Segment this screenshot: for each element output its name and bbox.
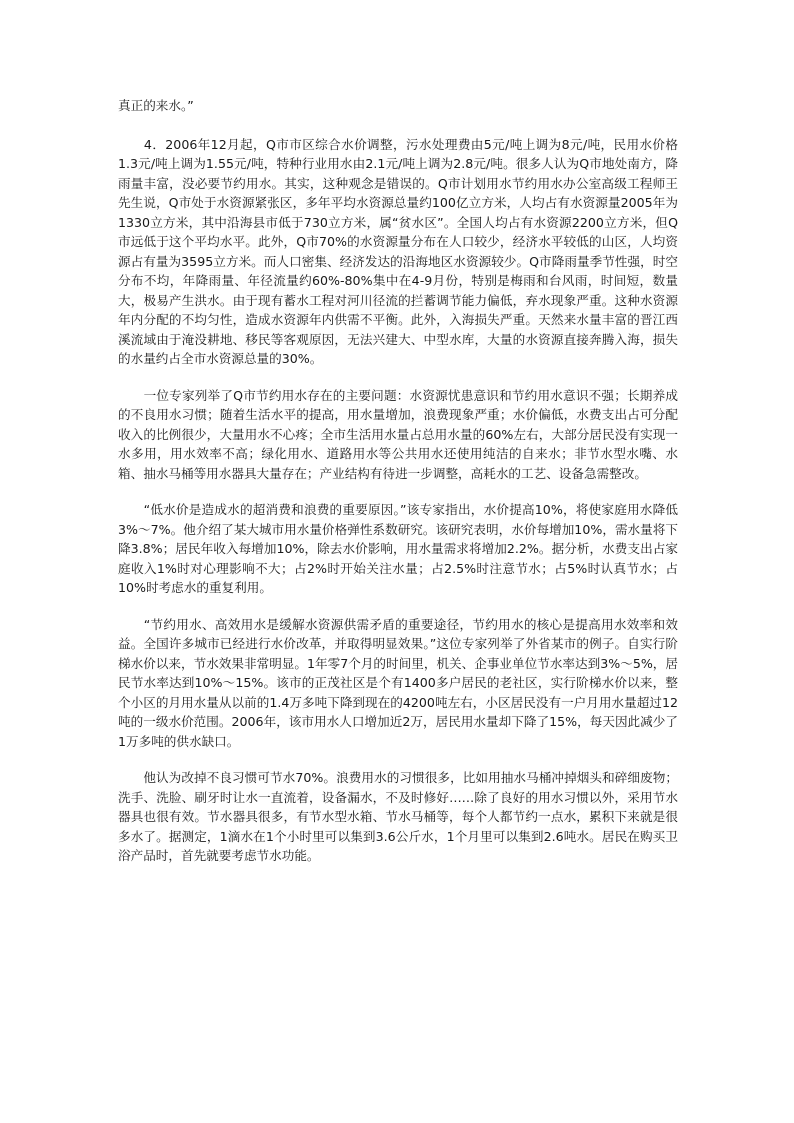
paragraph-continuation: 真正的来水。” (118, 98, 194, 113)
document-page (118, 96, 678, 883)
paragraph-water-price-adjustment: 4．2006年12月起，Q市市区综合水价调整，污水处理费由5元/吨上调为8元/吨，民用水价格1.3元/吨上调为1.55元/吨，特种行业用水由2.1元/吨上调为2.8元/吨。很多人认为Q市地处南方，降雨量丰富，没必要节约用水。其实，这种观念是错误的。Q市计划用水节约用水办公室高级工程师王先生说，Q市处于水资源紧张区，多年平均水资源总量约100亿立方米，人均占有水资源量2005年为1330立方米，其中沿海县市低于730立方米，属“贫水区”。全国人均占有水资源2200立方米，但Q市远低于这个平均水平。此外，Q市70%的水资源量分布在人口较少，经济水平较低的山区，人均资源占有量为3595立方米。而人口密集、经济发达的沿海地区水资源较少。Q市降雨量季节性强，时空分布不均，年降雨量、年径流量约60%-80%集中在4-9月份，特别是梅雨和台风雨，时间短，数量大，极易产生洪水。由于现有蓄水工程对河川径流的拦蓄调节能力偏低，弃水现象严重。这种水资源年内分配的不均匀性，造成水资源年内供需不平衡。此外，入海损失严重。天然来水量丰富的晋江西溪流域由于淹没耕地、移民等客观原因，无法兴建大、中型水库，大量的水资源直接奔腾入海，损失的水量约占全市水资源总量的30%。 (118, 136, 678, 366)
paragraph-tiered-pricing-example: “节约用水、高效用水是缓解水资源供需矛盾的重要途径，节约用水的核心是提高用水效率和效益。全国许多城市已经进行水价改革，并取得明显效果。”这位专家列举了外省某市的例子。自实行阶梯水价以来，节水效果非常明显。1年零7个月的时间里，机关、企事业单位节水率达到3%～5%，居民节水率达到10%～15%。该市的正茂社区是个有1400多户居民的老社区，实行阶梯水价以来，整个小区的月用水量从以前的1.4万多吨下降到现在的4200吨左右，小区居民没有一户月用水量超过12吨的一级水价范围。2006年，该市用水人口增加近2万，居民用水量却下降了15%，每天因此减少了1万多吨的供水缺口。 (118, 616, 678, 749)
paragraph-main-problems: 一位专家列举了Q市节约用水存在的主要问题：水资源忧患意识和节约用水意识不强；长期养成的不良用水习惯；随着生活水平的提高，用水量增加，浪费现象严重；水价偏低，水费支出占可分配收入的比例很少，大量用水不心疼；全市生活用水量占总用水量的60%左右，大部分居民没有实现一水多用，用水效率不高；绿化用水、道路用水等公共用水还使用纯洁的自来水；非节水型水嘴、水箱、抽水马桶等用水器具大量存在；产业结构有待进一步调整，高耗水的工艺、设备急需整改。 (118, 387, 678, 481)
paragraph-water-saving-habits: 他认为改掉不良习惯可节水70%。浪费用水的习惯很多，比如用抽水马桶冲掉烟头和碎细废物；洗手、洗脸、刷牙时让水一直流着，设备漏水，不及时修好……除了良好的用水习惯以外，采用节水器具也很有效。节水器具很多，有节水型水箱、节水马桶等，每个人都节约一点水，累积下来就是很多水了。据测定，1滴水在1个小时里可以集到3.6公斤水，1个月里可以集到2.6吨水。居民在购买卫浴产品时，首先就要考虑节水功能。 (118, 770, 678, 863)
paragraph-low-price-cause: “低水价是造成水的超消费和浪费的重要原因。”该专家指出，水价提高10%，将使家庭用水降低3%～7%。他介绍了某大城市用水量价格弹性系数研究。该研究表明，水价每增加10%，需水量将下降3.8%；居民年收入每增加10%，除去水价影响，用水量需求将增加2.2%。据分析，水费支出占家庭收入1%时对心理影响不大；占2%时开始关注水量；占2.5%时注意节水；占5%时认真节水；占10%时考虑水的重复利用。 (118, 502, 678, 595)
